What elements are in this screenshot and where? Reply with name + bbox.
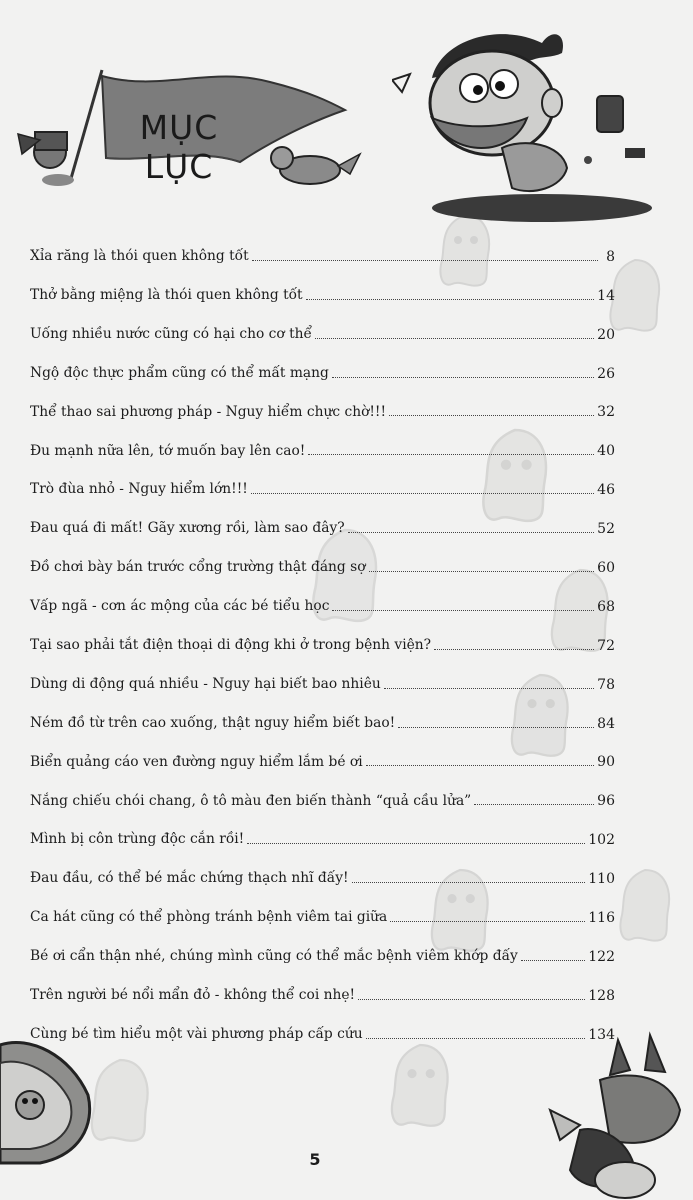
- dot-leader: [398, 727, 594, 728]
- page-number: 5: [309, 1150, 321, 1169]
- toc-entry[interactable]: [30, 539, 615, 578]
- toc-entry[interactable]: [30, 1006, 615, 1045]
- toc-entry[interactable]: [30, 967, 615, 1006]
- toc-entry-title: Bé ơi cẩn thận nhé, chúng mình cũng có thể mắc bệnh viêm khớp đấy: [30, 948, 518, 965]
- toc-entry[interactable]: [30, 578, 615, 617]
- toc-entry-page: 26: [597, 365, 615, 382]
- toc-entry[interactable]: [30, 306, 615, 345]
- toc-entry-title: Đồ chơi bày bán trước cổng trường thật đáng sợ: [30, 559, 366, 576]
- toc-entry-title: Thở bằng miệng là thói quen không tốt: [30, 286, 303, 303]
- dot-leader: [390, 921, 585, 922]
- dot-leader: [434, 649, 594, 650]
- toc-entry-page: 72: [597, 637, 615, 654]
- ghost-doodle-icon: [610, 860, 680, 950]
- dot-leader: [348, 532, 594, 533]
- toc-entry[interactable]: [30, 850, 615, 889]
- toc-entry-title: Vấp ngã - cơn ác mộng của các bé tiểu học: [30, 598, 330, 615]
- toc-entry-page: 128: [588, 987, 615, 1004]
- toc-entry-page: 46: [597, 482, 615, 499]
- toc-entry-page: 32: [597, 404, 615, 421]
- dot-leader: [366, 765, 595, 766]
- toc-entry[interactable]: [30, 772, 615, 811]
- toc-entry-page: 8: [606, 248, 615, 265]
- window-doodle-illustration: [0, 1035, 95, 1165]
- toc-entry[interactable]: [30, 228, 615, 267]
- toc-entry-title: Tại sao phải tắt điện thoại di động khi ở trong bệnh viện?: [30, 637, 432, 653]
- toc-entry-title: Ném đồ từ trên cao xuống, thật nguy hiểm biết bao!: [30, 714, 396, 731]
- toc-entry-page: 116: [588, 910, 615, 927]
- dot-leader: [369, 571, 595, 572]
- dot-leader: [247, 843, 585, 844]
- toc-entry-page: 52: [597, 521, 615, 538]
- toc-entry-page: 134: [588, 1026, 615, 1043]
- toc-entry-title: Uống nhiều nước cũng có hại cho cơ thể: [30, 325, 312, 342]
- toc-entry-title: Ca hát cũng có thể phòng tránh bệnh viêm tai giữa: [30, 909, 388, 926]
- toc-entry[interactable]: [30, 695, 615, 734]
- toc-entry-title: Biển quảng cáo ven đường nguy hiểm lắm bé ơi: [30, 753, 363, 770]
- toc-entry-title: Dùng di động quá nhiều - Nguy hại biết bao nhiêu: [30, 675, 381, 692]
- toc-entry-title: Đau đầu, có thể bé mắc chứng thạch nhĩ đấy!: [30, 870, 349, 887]
- toc-entry-page: 122: [588, 948, 615, 965]
- toc-entry-title: Trò đùa nhỏ - Nguy hiểm lớn!!!: [30, 481, 248, 498]
- boy-character-illustration: [392, 18, 692, 223]
- toc-entry[interactable]: [30, 617, 615, 656]
- toc-entry[interactable]: [30, 500, 615, 539]
- dot-leader: [474, 804, 594, 805]
- toc-entry[interactable]: [30, 345, 615, 384]
- toc-entry-title: Mình bị côn trùng độc cắn rồi!: [30, 831, 245, 848]
- toc-entry-title: Đu mạnh nữa lên, tớ muốn bay lên cao!: [30, 442, 306, 459]
- toc-entry-page: 14: [597, 287, 615, 304]
- toc-entry[interactable]: [30, 656, 615, 695]
- toc-entry-page: 96: [597, 793, 615, 810]
- dot-leader: [308, 454, 594, 455]
- toc-entry-title: Nắng chiếu chói chang, ô tô màu đen biến thành “quả cầu lửa”: [30, 792, 472, 809]
- toc-entry-page: 90: [597, 754, 615, 771]
- dot-leader: [352, 882, 586, 883]
- toc-entry[interactable]: [30, 889, 615, 928]
- dot-leader: [389, 415, 594, 416]
- toc-entry-page: 68: [597, 598, 615, 615]
- dot-leader: [306, 299, 595, 300]
- dot-leader: [384, 688, 594, 689]
- dot-leader: [251, 493, 594, 494]
- toc-entry-title: Thể thao sai phương pháp - Nguy hiểm chực chờ!!!: [30, 403, 387, 420]
- toc-entry-page: 60: [597, 560, 615, 577]
- toc-entry-page: 20: [597, 326, 615, 343]
- toc-entry-page: 84: [597, 715, 615, 732]
- dot-leader: [521, 960, 585, 961]
- toc-entry[interactable]: [30, 811, 615, 850]
- toc-entry-title: Xỉa răng là thói quen không tốt: [30, 248, 249, 265]
- toc-entry-title: Trên người bé nổi mẩn đỏ - không thể coi nhẹ!: [30, 987, 356, 1004]
- ghost-doodle-icon: [380, 1030, 460, 1140]
- toc-entry[interactable]: [30, 267, 615, 306]
- toc-entry[interactable]: [30, 461, 615, 500]
- toc-entry[interactable]: [30, 734, 615, 773]
- dot-leader: [358, 999, 585, 1000]
- toc-entry-page: 110: [588, 871, 615, 888]
- dot-leader: [332, 610, 594, 611]
- dot-leader: [252, 260, 598, 261]
- toc-entry-title: Đau quá đi mất! Gãy xương rồi, làm sao đây?: [30, 520, 345, 537]
- dot-leader: [315, 338, 594, 339]
- toc-entry-title: Cùng bé tìm hiểu một vài phương pháp cấp cứu: [30, 1025, 363, 1042]
- toc-entry-page: 102: [588, 832, 615, 849]
- toc-entry-page: 78: [597, 676, 615, 693]
- toc-entry-page: 40: [597, 443, 615, 460]
- toc-entry[interactable]: [30, 422, 615, 461]
- table-of-contents: [30, 228, 615, 1045]
- toc-entry[interactable]: [30, 384, 615, 423]
- toc-entry-title: Ngộ độc thực phẩm cũng có thể mất mạng: [30, 364, 329, 381]
- toc-heading: MỤC LỤC: [139, 108, 219, 186]
- dot-leader: [332, 377, 594, 378]
- toc-entry[interactable]: [30, 928, 615, 967]
- falling-kid-illustration: [540, 1026, 693, 1200]
